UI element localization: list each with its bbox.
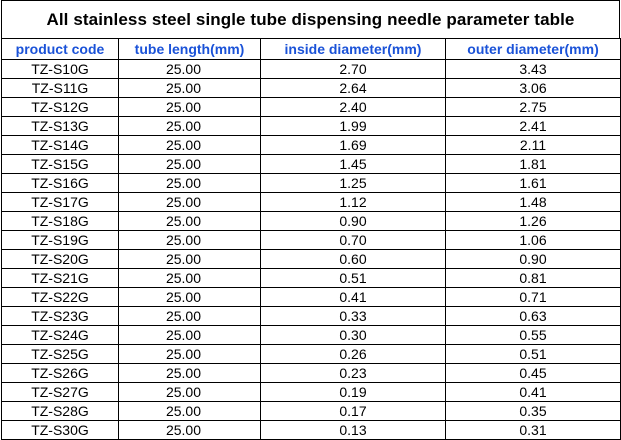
product-code-cell: TZ-S28G [2,402,119,421]
header-outer-diameter: outer diameter(mm) [446,39,621,60]
table-row [2,174,621,193]
inside-diameter-cell: 0.17 [261,402,446,421]
inside-diameter-cell: 0.51 [261,269,446,288]
table-row [2,345,621,364]
table-row [2,288,621,307]
outer-diameter-cell: 0.45 [446,364,621,383]
tube-length-cell: 25.00 [119,383,261,402]
outer-diameter-cell: 0.81 [446,269,621,288]
outer-diameter-cell: 0.90 [446,250,621,269]
outer-diameter-cell: 0.35 [446,402,621,421]
outer-diameter-cell: 2.41 [446,117,621,136]
inside-diameter-cell: 1.99 [261,117,446,136]
product-code-cell: TZ-S16G [2,174,119,193]
tube-length-cell: 25.00 [119,421,261,440]
tube-length-cell: 25.00 [119,98,261,117]
outer-diameter-cell: 1.81 [446,155,621,174]
inside-diameter-cell: 1.25 [261,174,446,193]
product-code-cell: TZ-S25G [2,345,119,364]
tube-length-cell: 25.00 [119,307,261,326]
table-row [2,383,621,402]
product-code-cell: TZ-S23G [2,307,119,326]
table-row [2,231,621,250]
table-row [2,136,621,155]
table-row [2,155,621,174]
inside-diameter-cell: 0.70 [261,231,446,250]
outer-diameter-cell: 2.75 [446,98,621,117]
outer-diameter-cell: 0.55 [446,326,621,345]
inside-diameter-cell: 2.64 [261,79,446,98]
outer-diameter-cell: 1.26 [446,212,621,231]
product-code-cell: TZ-S26G [2,364,119,383]
product-code-cell: TZ-S11G [2,79,119,98]
inside-diameter-cell: 0.30 [261,326,446,345]
table-title: All stainless steel single tube dispensing needle parameter table [1,0,620,38]
inside-diameter-cell: 1.69 [261,136,446,155]
outer-diameter-cell: 3.06 [446,79,621,98]
tube-length-cell: 25.00 [119,231,261,250]
product-code-cell: TZ-S24G [2,326,119,345]
product-code-cell: TZ-S22G [2,288,119,307]
tube-length-cell: 25.00 [119,136,261,155]
table-row [2,269,621,288]
product-code-cell: TZ-S15G [2,155,119,174]
header-product-code: product code [2,39,119,60]
tube-length-cell: 25.00 [119,174,261,193]
table-row [2,326,621,345]
table-row [2,402,621,421]
inside-diameter-cell: 0.26 [261,345,446,364]
product-code-cell: TZ-S27G [2,383,119,402]
table-row [2,98,621,117]
outer-diameter-cell: 1.06 [446,231,621,250]
inside-diameter-cell: 0.19 [261,383,446,402]
inside-diameter-cell: 0.33 [261,307,446,326]
product-code-cell: TZ-S19G [2,231,119,250]
table-row [2,193,621,212]
product-code-cell: TZ-S30G [2,421,119,440]
outer-diameter-cell: 2.11 [446,136,621,155]
table-row [2,60,621,79]
tube-length-cell: 25.00 [119,288,261,307]
outer-diameter-cell: 0.41 [446,383,621,402]
tube-length-cell: 25.00 [119,60,261,79]
inside-diameter-cell: 2.40 [261,98,446,117]
inside-diameter-cell: 1.12 [261,193,446,212]
table-row [2,117,621,136]
tube-length-cell: 25.00 [119,212,261,231]
product-code-cell: TZ-S14G [2,136,119,155]
table-row [2,307,621,326]
inside-diameter-cell: 0.60 [261,250,446,269]
tube-length-cell: 25.00 [119,193,261,212]
outer-diameter-cell: 0.31 [446,421,621,440]
tube-length-cell: 25.00 [119,269,261,288]
table-row [2,250,621,269]
table-body [2,60,621,440]
header-row [2,39,621,60]
tube-length-cell: 25.00 [119,402,261,421]
table-row [2,212,621,231]
header-inside-diameter: inside diameter(mm) [261,39,446,60]
outer-diameter-cell: 1.48 [446,193,621,212]
product-code-cell: TZ-S17G [2,193,119,212]
inside-diameter-cell: 1.45 [261,155,446,174]
inside-diameter-cell: 0.41 [261,288,446,307]
outer-diameter-cell: 0.71 [446,288,621,307]
inside-diameter-cell: 0.23 [261,364,446,383]
header-tube-length: tube length(mm) [119,39,261,60]
table-row [2,79,621,98]
inside-diameter-cell: 2.70 [261,60,446,79]
product-code-cell: TZ-S13G [2,117,119,136]
product-code-cell: TZ-S10G [2,60,119,79]
outer-diameter-cell: 3.43 [446,60,621,79]
product-code-cell: TZ-S12G [2,98,119,117]
inside-diameter-cell: 0.90 [261,212,446,231]
tube-length-cell: 25.00 [119,117,261,136]
table-row [2,421,621,440]
product-code-cell: TZ-S18G [2,212,119,231]
tube-length-cell: 25.00 [119,250,261,269]
tube-length-cell: 25.00 [119,326,261,345]
tube-length-cell: 25.00 [119,155,261,174]
product-code-cell: TZ-S20G [2,250,119,269]
tube-length-cell: 25.00 [119,79,261,98]
outer-diameter-cell: 0.51 [446,345,621,364]
inside-diameter-cell: 0.13 [261,421,446,440]
tube-length-cell: 25.00 [119,345,261,364]
table-row [2,364,621,383]
outer-diameter-cell: 0.63 [446,307,621,326]
parameter-table [1,38,621,440]
tube-length-cell: 25.00 [119,364,261,383]
outer-diameter-cell: 1.61 [446,174,621,193]
product-code-cell: TZ-S21G [2,269,119,288]
